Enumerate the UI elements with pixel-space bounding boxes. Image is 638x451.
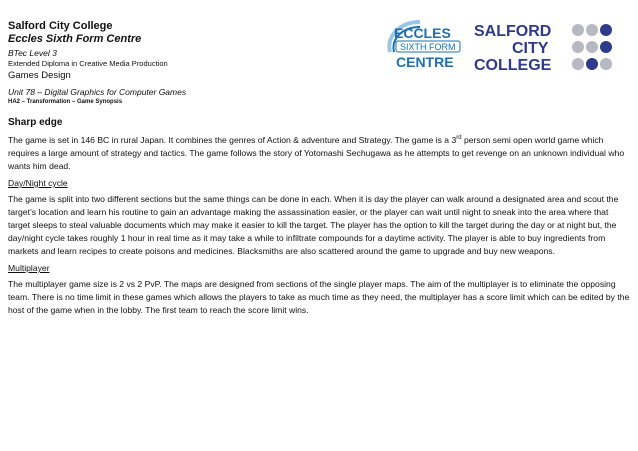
course-diploma: Extended Diploma in Creative Media Production bbox=[8, 59, 168, 68]
salford-city-college-logo bbox=[472, 18, 622, 76]
multiplayer-paragraph: The multiplayer game size is 2 vs 2 PvP. The maps are designed from sections of the single player maps. The aim of the multiplayer is to eliminate the opposing team. There is no time limit in these games which allows the players to take as much time as they need, the multiplayer has a score limit which can be edited by the host of the game when in the lobby. The first team to reach the score limit wins. bbox=[8, 279, 630, 315]
document-body bbox=[8, 116, 630, 321]
salford-logo-line3: COLLEGE bbox=[474, 57, 552, 74]
eccles-logo-line1: ECCLES bbox=[394, 25, 451, 41]
multiplayer-heading: Multiplayer bbox=[8, 263, 50, 273]
course-subject: Games Design bbox=[8, 70, 71, 81]
course-level: BTec Level 3 bbox=[8, 48, 57, 58]
eccles-sixth-form-logo bbox=[382, 18, 466, 76]
intro-paragraph: The game is set in 146 BC in rural Japan. It combines the genres of Action & adventure and Strategy. The game is a 3rd person semi open world game which requires a large amount of strategy and tactics. The game follows the story of Yotomashi Sechugawa as he attempts to get revenge on an unknown individual who wants him dead. bbox=[8, 135, 625, 171]
salford-logo-line2: CITY bbox=[512, 40, 549, 57]
daynight-heading: Day/Night cycle bbox=[8, 178, 68, 188]
daynight-paragraph: The game is split into two different sections but the same things can be done in each. When it is day the player can walk around a designated area and scout the target’s location and learn his routine to gain an advantage making the assassination easier, or the player can wait until night to sneak into the area where that target sleeps to steal valuable documents which may make it easier to kill the target. The player has the option to kill the target during the day or at night but, the day/night cycle takes roughly 1 hour in real time as it may take a while to infiltrate compounds for a daytime activity. The player is able to buy ingredients from markets and learn recipes to create poisons and medicines. Blacksmiths are also scattered around the game to upgrade and buy new weapons. bbox=[8, 194, 619, 256]
document-header bbox=[8, 20, 368, 106]
eccles-logo-line2: SIXTH FORM bbox=[400, 42, 456, 52]
game-title: Sharp edge bbox=[8, 117, 63, 128]
logo-dots bbox=[572, 24, 612, 70]
centre-name: Eccles Sixth Form Centre bbox=[8, 33, 142, 45]
task-title: HA2 – Transformation – Game Synopsis bbox=[8, 99, 123, 105]
unit-title: Unit 78 – Digital Graphics for Computer Games bbox=[8, 87, 187, 97]
eccles-logo-line3: CENTRE bbox=[396, 54, 454, 70]
salford-logo-line1: SALFORD bbox=[474, 23, 552, 40]
college-name: Salford City College bbox=[8, 20, 113, 32]
header-logos bbox=[382, 16, 622, 78]
